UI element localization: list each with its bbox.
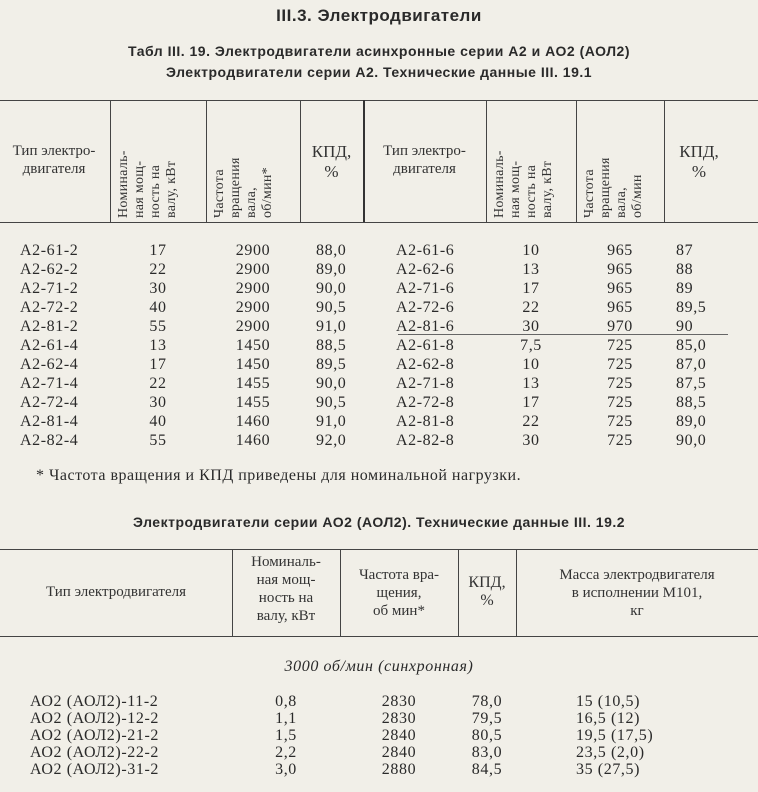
- table-row: [0, 761, 758, 779]
- table-cell: 2830: [381, 693, 417, 710]
- table-cell: 1,5: [275, 727, 297, 744]
- table-cell: 2900: [235, 280, 271, 297]
- table-cell: А2-72-2: [20, 299, 79, 316]
- table-cell: 2830: [381, 710, 417, 727]
- table-cell: 55: [149, 318, 167, 335]
- table-row: [0, 693, 758, 711]
- table-cell: 2900: [235, 261, 271, 278]
- col-divider: [576, 100, 577, 222]
- table-cell: 13: [149, 337, 167, 354]
- table-cell: 10: [522, 356, 540, 373]
- table-cell: 90,5: [316, 394, 347, 411]
- table-cell: 88,5: [316, 337, 347, 354]
- section-title: III.3. Электродвигатели: [276, 6, 482, 25]
- table-cell: 79,5: [471, 710, 503, 727]
- table-cell: А2-62-2: [20, 261, 79, 278]
- table-cell: 7,5: [520, 337, 542, 354]
- table-cell: 1460: [235, 432, 271, 449]
- table-cell: А2-71-4: [20, 375, 79, 392]
- table-cell: 40: [149, 299, 167, 316]
- table-cell: 965: [607, 280, 633, 297]
- table-cell: 89: [676, 280, 694, 297]
- table-row: [0, 337, 758, 355]
- table-row: [0, 261, 758, 279]
- table-2-header-rule: [0, 636, 758, 637]
- table-cell: 87: [676, 242, 694, 259]
- table-cell: АО2 (АОЛ2)-31-2: [30, 761, 159, 778]
- header-power: Номиналь- ная мощ- ность на валу, кВт: [116, 150, 179, 218]
- table-cell: 91,0: [316, 318, 347, 335]
- footnote: * Частота вращения и КПД приведены для номинальной нагрузки.: [36, 467, 522, 484]
- table-cell: 16,5 (12): [576, 710, 641, 727]
- table-cell: 2900: [235, 242, 271, 259]
- table-cell: 2,2: [275, 744, 297, 761]
- table-cell: 17: [522, 280, 540, 297]
- table-cell: 87,5: [676, 375, 707, 392]
- table-row: [0, 727, 758, 745]
- table-cell: А2-61-2: [20, 242, 79, 259]
- table-cell: 1455: [235, 375, 271, 392]
- header-speed: Частота вращения вала, об/мин*: [212, 157, 275, 218]
- table-cell: 1450: [235, 337, 271, 354]
- header-mass: Масса электродвигателя в исполнении М101, кг: [559, 567, 715, 619]
- table-cell: 3,0: [275, 761, 297, 778]
- table-cell: 965: [607, 242, 633, 259]
- table-cell: 2900: [235, 318, 271, 335]
- header-efficiency: КПД, %: [679, 142, 719, 181]
- header-speed: Частота вра- щения, об мин*: [358, 567, 440, 619]
- table-cell: 17: [149, 356, 167, 373]
- table-row: [0, 375, 758, 393]
- table-cell: 90,0: [316, 375, 347, 392]
- table-cell: А2-71-2: [20, 280, 79, 297]
- table-cell: 84,5: [471, 761, 503, 778]
- table-cell: 17: [149, 242, 167, 259]
- table-cell: 89,0: [676, 413, 707, 430]
- table-cell: 725: [607, 337, 633, 354]
- table-cell: 30: [522, 318, 540, 335]
- table-cell: 0,8: [275, 693, 297, 710]
- table-cell: 90,0: [676, 432, 707, 449]
- table-cell: 13: [522, 375, 540, 392]
- table-cell: А2-62-8: [396, 356, 455, 373]
- table-2-top-rule: [0, 549, 758, 550]
- table-cell: 90: [676, 318, 694, 335]
- table-cell: АО2 (АОЛ2)-22-2: [30, 744, 159, 761]
- table-cell: 725: [607, 432, 633, 449]
- table-cell: А2-72-8: [396, 394, 455, 411]
- table-1-header-rule: [0, 222, 758, 223]
- table-subcaption: Электродвигатели серии А2. Технические данные III. 19.1: [165, 64, 593, 80]
- header-type: Тип электродвигателя: [45, 584, 187, 600]
- table-cell: 91,0: [316, 413, 347, 430]
- table-cell: А2-61-8: [396, 337, 455, 354]
- table-cell: 92,0: [316, 432, 347, 449]
- table-cell: 87,0: [676, 356, 707, 373]
- group-label: 3000 об/мин (синхронная): [284, 658, 474, 675]
- table-caption: Табл III. 19. Электродвигатели асинхронные серии А2 и АО2 (АОЛ2): [128, 43, 630, 59]
- table-cell: 22: [149, 261, 167, 278]
- table-cell: 89,5: [676, 299, 707, 316]
- table-cell: А2-82-8: [396, 432, 455, 449]
- header-power: Номиналь- ная мощ- ность на валу, кВт: [492, 150, 555, 218]
- table-row: [0, 432, 758, 450]
- header-type: Тип электро- двигателя: [12, 143, 96, 177]
- table-cell: 2880: [381, 761, 417, 778]
- table-cell: 1450: [235, 356, 271, 373]
- table-cell: 89,0: [316, 261, 347, 278]
- table-cell: 2840: [381, 727, 417, 744]
- table-row: [0, 280, 758, 298]
- table-cell: 30: [149, 280, 167, 297]
- table-cell: А2-81-8: [396, 413, 455, 430]
- header-power: Номиналь- ная мощ- ность на валу, кВт: [251, 554, 321, 624]
- table-row: [0, 318, 758, 336]
- table-cell: 30: [149, 394, 167, 411]
- table-cell: 35 (27,5): [576, 761, 641, 778]
- table-cell: АО2 (АОЛ2)-12-2: [30, 710, 159, 727]
- table-cell: 19,5 (17,5): [576, 727, 654, 744]
- table-cell: А2-71-8: [396, 375, 455, 392]
- table-cell: 80,5: [471, 727, 503, 744]
- table-cell: 55: [149, 432, 167, 449]
- table-row: [0, 299, 758, 317]
- table-row: [0, 744, 758, 762]
- table-cell: 725: [607, 356, 633, 373]
- table-row: [0, 413, 758, 431]
- table-cell: 88: [676, 261, 694, 278]
- table-cell: 725: [607, 394, 633, 411]
- table-cell: 17: [522, 394, 540, 411]
- table-cell: 30: [522, 432, 540, 449]
- table-cell: А2-72-4: [20, 394, 79, 411]
- header-efficiency: КПД, %: [311, 142, 352, 181]
- table-cell: 85,0: [676, 337, 707, 354]
- table-cell: 90,5: [316, 299, 347, 316]
- table-cell: 22: [522, 413, 540, 430]
- table-cell: А2-71-6: [396, 280, 455, 297]
- table-cell: 88,5: [676, 394, 707, 411]
- table-cell: 965: [607, 261, 633, 278]
- table-row: [0, 356, 758, 374]
- table-cell: АО2 (АОЛ2)-11-2: [30, 693, 159, 710]
- table-cell: 2900: [235, 299, 271, 316]
- table-row: [0, 394, 758, 412]
- table-cell: 22: [522, 299, 540, 316]
- table-1-top-rule: [0, 100, 758, 101]
- col-divider: [206, 100, 207, 222]
- table-cell: 15 (10,5): [576, 693, 641, 710]
- table-row: [0, 710, 758, 728]
- table-cell: 22: [149, 375, 167, 392]
- table-cell: 83,0: [471, 744, 503, 761]
- table-2-caption: Электродвигатели серии АО2 (АОЛ2). Технические данные III. 19.2: [132, 514, 626, 530]
- table-cell: 725: [607, 375, 633, 392]
- table-cell: А2-72-6: [396, 299, 455, 316]
- table-cell: А2-61-6: [396, 242, 455, 259]
- table-cell: 10: [522, 242, 540, 259]
- table-cell: А2-81-6: [396, 318, 455, 335]
- table-cell: 1455: [235, 394, 271, 411]
- table-cell: 725: [607, 413, 633, 430]
- table-cell: 88,0: [316, 242, 347, 259]
- table-cell: АО2 (АОЛ2)-21-2: [30, 727, 159, 744]
- table-cell: А2-62-4: [20, 356, 79, 373]
- table-cell: 23,5 (2,0): [576, 744, 645, 761]
- table-cell: 89,5: [316, 356, 347, 373]
- table-cell: 2840: [381, 744, 417, 761]
- table-cell: 13: [522, 261, 540, 278]
- table-cell: 1460: [235, 413, 271, 430]
- table-cell: 970: [607, 318, 633, 335]
- table-row: [0, 242, 758, 260]
- table-cell: А2-62-6: [396, 261, 455, 278]
- table-cell: 965: [607, 299, 633, 316]
- table-cell: 78,0: [471, 693, 503, 710]
- header-efficiency: КПД, %: [468, 574, 506, 609]
- table-cell: А2-82-4: [20, 432, 79, 449]
- table-cell: 90,0: [316, 280, 347, 297]
- header-speed: Частота вращения вала, об/мин: [582, 157, 645, 218]
- table-cell: А2-61-4: [20, 337, 79, 354]
- col-divider: [486, 100, 487, 222]
- table-cell: А2-81-4: [20, 413, 79, 430]
- table-cell: 1,1: [275, 710, 297, 727]
- table-cell: А2-81-2: [20, 318, 79, 335]
- table-cell: 40: [149, 413, 167, 430]
- header-type: Тип электро- двигателя: [383, 143, 466, 177]
